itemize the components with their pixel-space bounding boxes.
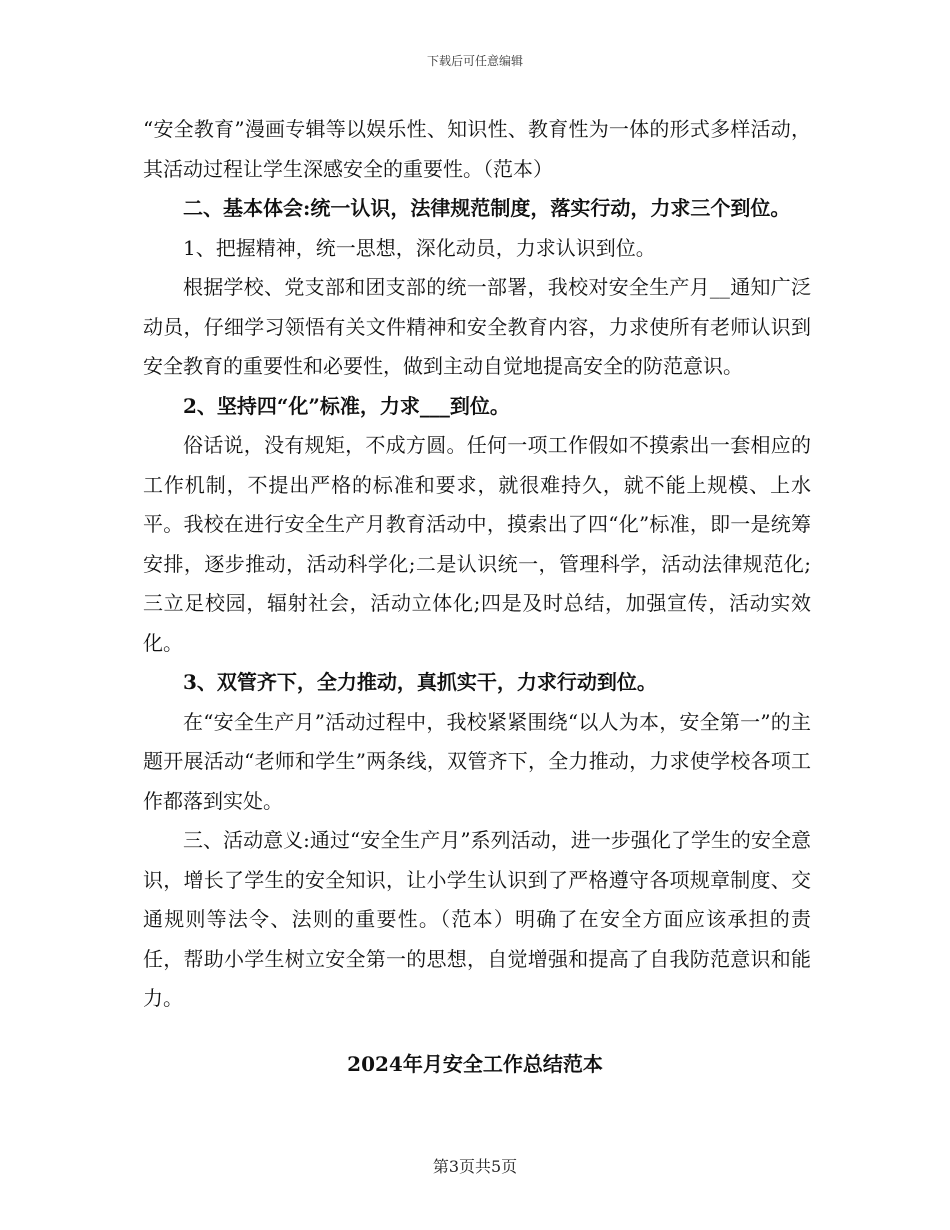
subheading-2: 2、坚持四“化”标准，力求___到位。 <box>183 393 510 418</box>
paragraph-3: 俗话说，没有规矩，不成方圆。任何一项工作假如不摸索出一套相应的工作机制，不提出严格的标准和要求，就很难持久，就不能上规模、上水平。我校在进行安全生产月教育活动中，摸索出了四“化”标准，即一是统筹安排，逐步推动，活动科学化;二是认识统一，管理科学，活动法律规范化;三立足校园，辐射社会，活动立体化;四是及时总结，加强宣传，活动实效化。 <box>143 433 811 655</box>
page-footer: 第3页共5页 <box>432 1157 518 1176</box>
paragraph-4: 在“安全生产月”活动过程中，我校紧紧围绕“以人为本，安全第一”的主题开展活动“老师和学生”两条线，双管齐下，全力推动，力求使学校各项工作都落到实处。 <box>143 709 811 813</box>
paragraph-1: “安全教育”漫画专辑等以娱乐性、知识性、教育性为一体的形式多样活动，其活动过程让学生深感安全的重要性。（范本） <box>143 117 811 181</box>
page-header: 下载后可任意编辑 <box>426 54 523 68</box>
paragraph-5: 三、活动意义:通过“安全生产月”系列活动，进一步强化了学生的安全意识，增长了学生的安全知识，让小学生认识到了严格遵守各项规章制度、交通规则等法令、法则的重要性。（范本）明确了在安全方面应该承担的责任，帮助小学生树立安全第一的思想，自觉增强和提高了自我防范意识和能力。 <box>143 828 811 1010</box>
subheading-3: 3、双管齐下，全力推动，真抓实干，力求行动到位。 <box>183 670 657 694</box>
paragraph-2: 根据学校、党支部和团支部的统一部署，我校对安全生产月__通知广泛动员，仔细学习领悟有关文件精神和安全教育内容，力求使所有老师认识到安全教育的重要性和必要性，做到主动自觉地提高安全的防范意识。 <box>143 275 811 378</box>
section-heading-2: 二、基本体会:统一认识，法律规范制度，落实行动，力求三个到位。 <box>183 196 791 220</box>
document-title: 2024年月安全工作总结范本 <box>347 1052 603 1076</box>
document-body <box>143 110 811 1019</box>
subheading-1: 1、把握精神，统一思想，深化动员，力求认识到位。 <box>183 235 656 260</box>
